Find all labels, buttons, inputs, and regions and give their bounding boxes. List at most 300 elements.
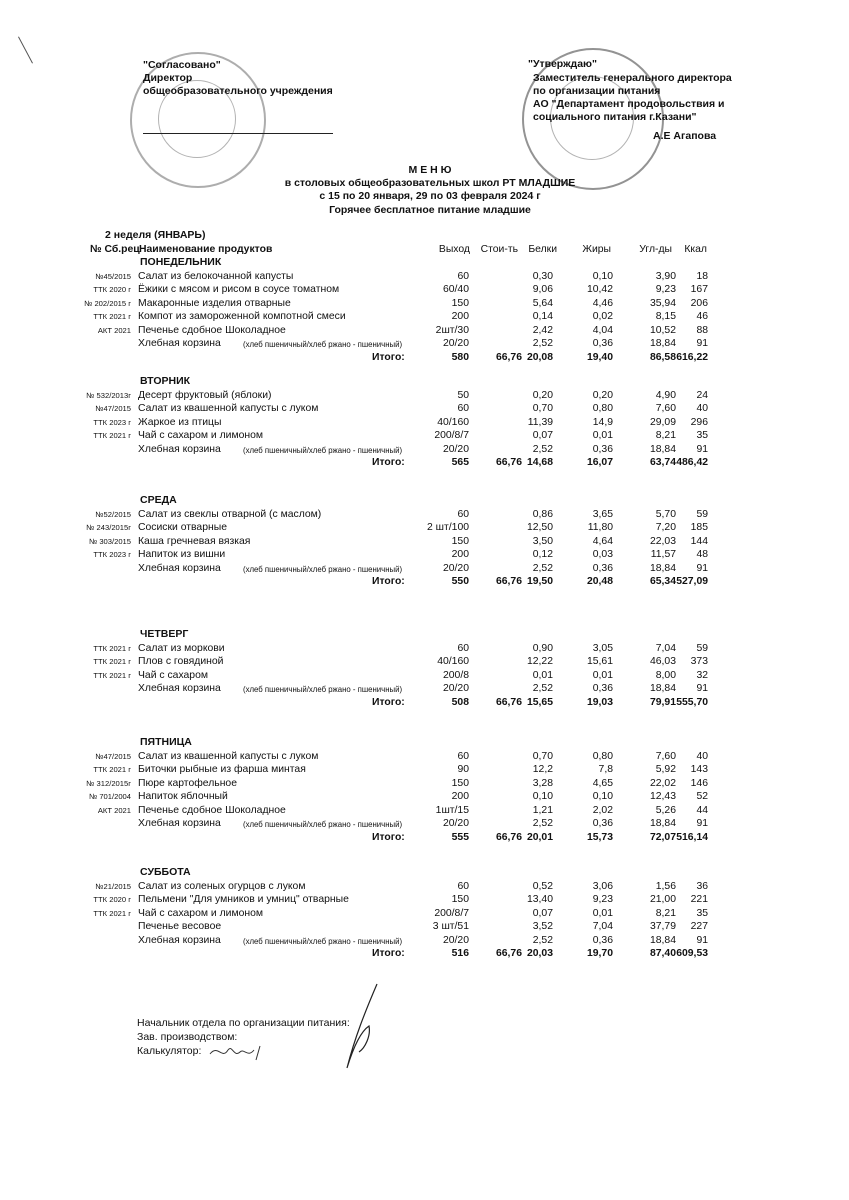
menu-row [0,562,849,575]
menu-row [0,508,849,521]
col-fat-header: Жиры [582,244,611,255]
portion-out: 150 [451,777,469,789]
recipe-ref: № 202/2015 г [84,298,131,308]
portion-out: 60/40 [442,284,469,295]
portion-out: 20/20 [442,562,469,574]
kcal-value: 48 [696,549,708,560]
portion-out: 20/20 [442,683,469,694]
carbs-value: 7,60 [655,403,676,414]
carbs-value: 5,92 [655,764,676,775]
kcal-value: 40 [696,750,708,762]
carbs-value: 21,00 [649,894,676,905]
fat-value: 9,23 [592,894,613,905]
total-fat: 19,40 [586,351,613,363]
menu-subtitle: в столовых общеобразовательных школ РТ МЛАДШИЕ [284,177,576,189]
day-title: ПОНЕДЕЛЬНИК [140,256,222,268]
day-title: СУББОТА [140,866,191,878]
total-label: Итого: [372,457,405,468]
dish-name: Чай с сахаром и лимоном [138,907,264,919]
menu-row [0,893,849,906]
col-carbs-header: Угл-ды [639,244,672,255]
recipe-ref: ТТК 2021 г [93,908,131,918]
kcal-value: 91 [696,443,708,455]
footer-line3: Калькулятор: [137,1045,202,1057]
total-kcal: 527,09 [676,576,708,587]
day-title: СРЕДА [140,494,177,506]
menu-row [0,790,849,803]
protein-value: 2,52 [532,562,553,574]
total-label: Итого: [372,831,405,843]
protein-value: 11,39 [527,416,553,428]
dish-name: Салат из квашенной капусты с луком [138,403,319,414]
carbs-value: 3,90 [655,270,676,282]
carbs-value: 18,84 [649,818,676,829]
protein-value: 0,70 [532,403,553,414]
menu-row [0,642,849,655]
total-kcal: 616,22 [676,351,708,363]
protein-value: 3,50 [532,535,553,547]
total-out: 516 [451,948,469,959]
menu-title: М Е Н Ю [408,164,452,176]
protein-value: 3,28 [532,777,553,789]
menu-row [0,750,849,763]
protein-value: 2,52 [532,934,553,946]
bread-note: (хлеб пшеничный/хлеб ржано - пшеничный) [243,936,403,946]
dish-name: Хлебная корзина [138,562,221,574]
col-kcal-header: Ккал [684,244,707,255]
signature-head [325,982,385,1072]
protein-value: 2,52 [532,818,553,829]
menu-row [0,310,849,323]
dish-name: Хлебная корзина [138,683,221,694]
portion-out: 20/20 [442,338,469,349]
portion-out: 3 шт/51 [432,921,469,932]
bread-note: (хлеб пшеничный/хлеб ржано - пшеничный) [243,340,403,349]
protein-value: 12,50 [526,522,553,533]
total-protein: 14,68 [526,457,553,468]
menu-row [0,934,849,947]
menu-row [0,402,849,415]
menu-row [0,880,849,893]
total-out: 508 [451,696,469,708]
dish-name: Жаркое из птицы [138,416,222,428]
carbs-value: 7,04 [655,642,676,654]
fat-value: 15,61 [586,656,613,667]
fat-value: 0,80 [592,403,613,414]
total-kcal: 486,42 [676,457,708,468]
carbs-value: 9,23 [655,284,676,295]
dish-name: Напиток яблочный [138,791,228,802]
dish-name: Хлебная корзина [138,443,221,455]
kcal-value: 167 [690,284,708,295]
dish-name: Салат из соленых огурцов с луком [138,880,306,892]
fat-value: 0,01 [592,669,613,681]
dish-name: Хлебная корзина [138,934,221,946]
bread-note: (хлеб пшеничный/хлеб ржано - пшеничный) [243,564,403,574]
menu-row [0,297,849,310]
approval-right-line4: АО "Департамент продовольствия и [533,98,725,110]
recipe-ref: № 532/2013г [86,390,131,400]
carbs-value: 11,57 [650,549,676,560]
protein-value: 2,42 [532,324,553,336]
kcal-value: 91 [696,338,708,349]
carbs-value: 22,02 [649,777,676,789]
protein-value: 0,10 [532,791,553,802]
kcal-value: 146 [690,777,708,789]
fat-value: 0,36 [592,683,613,694]
kcal-value: 24 [696,389,708,401]
kcal-value: 227 [690,921,708,932]
fat-value: 0,80 [592,750,613,762]
fat-value: 3,05 [592,642,613,654]
recipe-ref: АКТ 2021 [97,805,131,815]
total-protein: 20,03 [526,948,553,959]
protein-value: 0,70 [532,750,553,762]
portion-out: 150 [451,894,469,905]
portion-out: 20/20 [442,443,469,455]
protein-value: 0,12 [532,549,553,560]
carbs-value: 18,84 [649,562,676,574]
kcal-value: 46 [696,311,708,322]
menu-row [0,429,849,442]
total-fat: 20,48 [586,576,613,587]
menu-row [0,920,849,933]
carbs-value: 7,60 [655,750,676,762]
recipe-ref: №21/2015 [95,881,131,891]
col-cost-header: Стои-ть [480,244,518,255]
carbs-value: 8,15 [655,311,676,322]
total-cost: 66,76 [495,457,522,468]
dish-name: Чай с сахаром и лимоном [138,430,264,441]
kcal-value: 18 [696,270,708,282]
total-cost: 66,76 [495,948,522,959]
total-carbs: 86,58 [649,351,676,363]
fat-value: 0,36 [592,818,613,829]
dish-name: Печенье сдобное Шоколадное [138,804,286,816]
dish-name: Компот из замороженной компотной смеси [138,311,346,322]
total-kcal: 609,53 [676,948,708,959]
total-fat: 15,73 [586,831,613,843]
kcal-value: 296 [690,416,708,428]
footer-line1: Начальник отдела по организации питания: [137,1017,350,1029]
carbs-value: 18,84 [649,338,676,349]
fat-value: 4,64 [592,535,613,547]
approval-right-line3: по организации питания [533,85,661,97]
menu-row [0,777,849,790]
total-protein: 19,50 [526,576,553,587]
menu-row [0,270,849,283]
bread-note: (хлеб пшеничный/хлеб ржано - пшеничный) [243,445,403,455]
fat-value: 2,02 [592,804,613,816]
portion-out: 40/160 [437,656,469,667]
portion-out: 60 [457,403,469,414]
protein-value: 0,90 [532,642,553,654]
recipe-ref: ТТК 2023 г [93,550,131,559]
portion-out: 2 шт/100 [427,522,469,533]
portion-out: 20/20 [442,818,469,829]
kcal-value: 144 [690,535,708,547]
carbs-value: 8,21 [655,430,676,441]
col-name-header: Наименование продуктов [139,244,273,255]
total-row [0,351,849,364]
kcal-value: 206 [690,297,708,309]
total-out: 580 [451,351,469,363]
total-fat: 19,70 [586,948,613,959]
approval-right-line5: социального питания г.Казани" [533,111,697,123]
protein-value: 0,30 [532,270,553,282]
menu-row [0,682,849,695]
protein-value: 0,86 [532,508,553,520]
dish-name: Макаронные изделия отварные [138,297,291,309]
protein-value: 5,64 [532,297,553,309]
portion-out: 20/20 [442,934,469,946]
portion-out: 200/8/7 [434,430,469,441]
total-out: 550 [451,576,469,587]
dish-name: Хлебная корзина [138,338,221,349]
dish-name: Сосиски отварные [138,522,227,533]
menu-row [0,416,849,429]
dish-name: Печенье весовое [138,921,222,932]
approval-left-line3: общеобразовательного учреждения [143,85,333,97]
fat-value: 0,10 [592,270,613,282]
carbs-value: 7,20 [655,522,676,533]
column-header-row [0,243,849,256]
menu-row [0,521,849,534]
approval-right-line2: Заместитель генерального директора [533,72,732,84]
total-row [0,947,849,960]
kcal-value: 91 [696,818,708,829]
fat-value: 0,36 [592,562,613,574]
recipe-ref: №52/2015 [95,509,131,519]
menu-row [0,763,849,776]
recipe-ref: № 303/2015 [89,536,131,546]
menu-row [0,535,849,548]
week-label: 2 неделя (ЯНВАРЬ) [105,229,206,241]
dish-name: Плов с говядиной [138,656,224,667]
fat-value: 3,06 [592,880,613,892]
recipe-ref: ТТК 2021 г [93,765,131,774]
protein-value: 1,21 [532,804,553,816]
total-protein: 20,08 [526,351,553,363]
total-kcal: 555,70 [676,696,708,708]
kcal-value: 36 [696,880,708,892]
recipe-ref: ТТК 2023 г [93,417,131,427]
menu-row [0,907,849,920]
col-out-header: Выход [438,244,470,255]
fat-value: 0,36 [592,934,613,946]
total-row [0,575,849,588]
total-protein: 15,65 [526,696,553,708]
menu-row [0,548,849,561]
portion-out: 60 [457,508,469,520]
kcal-value: 32 [696,669,708,681]
carbs-value: 1,56 [655,880,676,892]
recipe-ref: № 243/2015г [86,523,131,532]
carbs-value: 29,09 [649,416,676,428]
kcal-value: 35 [696,907,708,919]
total-label: Итого: [372,576,405,587]
total-fat: 19,03 [586,696,613,708]
approval-right-line6: А.Е Агапова [653,130,717,142]
portion-out: 200/8 [442,669,469,681]
recipe-ref: ТТК 2020 г [93,895,131,904]
recipe-ref: АКТ 2021 [97,325,131,335]
total-cost: 66,76 [495,831,522,843]
fat-value: 4,65 [592,777,613,789]
recipe-ref: № 701/2004 [89,792,131,801]
kcal-value: 88 [696,324,708,336]
recipe-ref: ТТК 2020 г [93,285,131,294]
total-label: Итого: [372,948,405,959]
portion-out: 200/8/7 [434,907,469,919]
kcal-value: 59 [696,642,708,654]
portion-out: 60 [457,750,469,762]
fat-value: 0,03 [592,549,613,560]
total-cost: 66,76 [495,696,522,708]
recipe-ref: ТТК 2021 г [93,312,131,321]
fat-value: 4,46 [592,297,613,309]
portion-out: 150 [451,297,469,309]
col-protein-header: Белки [528,244,557,255]
bread-note: (хлеб пшеничный/хлеб ржано - пшеничный) [243,820,403,829]
total-row [0,831,849,844]
total-carbs: 65,34 [649,576,676,587]
dish-name: Печенье сдобное Шоколадное [138,324,286,336]
portion-out: 150 [451,535,469,547]
protein-value: 2,52 [532,443,553,455]
approval-left-line2: Директор [143,72,193,84]
signature-calculator [208,1040,268,1064]
total-carbs: 72,07 [649,831,676,843]
fat-value: 0,02 [592,311,613,322]
portion-out: 40/160 [437,416,469,428]
total-fat: 16,07 [586,457,613,468]
carbs-value: 4,90 [655,389,676,401]
portion-out: 60 [457,270,469,282]
portion-out: 200 [451,549,469,560]
portion-out: 1шт/15 [435,804,469,816]
portion-out: 50 [457,389,469,401]
kcal-value: 44 [696,804,708,816]
approval-right-line1: "Утверждаю" [528,58,597,70]
protein-value: 12,22 [526,656,553,667]
total-out: 565 [451,457,469,468]
kcal-value: 52 [696,791,708,802]
menu-row [0,324,849,337]
kcal-value: 91 [696,683,708,694]
dish-name: Ёжики с мясом и рисом в соусе томатном [138,284,340,295]
carbs-value: 8,00 [655,669,676,681]
dish-name: Хлебная корзина [138,818,221,829]
protein-value: 0,07 [532,430,553,441]
fat-value: 0,36 [592,443,613,455]
total-cost: 66,76 [495,351,522,363]
menu-type: Горячее бесплатное питание младшие [329,204,531,216]
protein-value: 3,52 [532,921,553,932]
dish-name: Чай с сахаром [138,669,209,681]
total-row [0,456,849,469]
total-protein: 20,01 [526,831,553,843]
bread-note: (хлеб пшеничный/хлеб ржано - пшеничный) [243,685,403,694]
total-row [0,696,849,709]
kcal-value: 59 [696,508,708,520]
carbs-value: 10,52 [649,324,676,336]
menu-dates: с 15 по 20 января, 29 по 03 февраля 2024 г [319,190,541,202]
carbs-value: 18,84 [649,934,676,946]
total-cost: 66,76 [495,576,522,587]
protein-value: 0,07 [532,907,553,919]
day-title: ЧЕТВЕРГ [140,628,189,640]
dish-name: Пельмени "Для умников и умниц" отварные [138,894,349,905]
recipe-ref: № 312/2015г [86,778,131,788]
fat-value: 0,01 [592,907,613,919]
protein-value: 2,52 [532,683,553,694]
carbs-value: 22,03 [649,535,676,547]
approval-left-signature-line [143,133,333,134]
recipe-ref: ТТК 2021 г [93,657,131,666]
total-label: Итого: [372,696,405,708]
dish-name: Салат из квашенной капусты с луком [138,750,319,762]
protein-value: 12,2 [532,764,553,775]
dish-name: Пюре картофельное [138,777,237,789]
recipe-ref: ТТК 2021 г [93,431,131,440]
recipe-ref: ТТК 2021 г [93,643,131,653]
recipe-ref: №47/2015 [95,751,131,761]
fat-value: 0,10 [592,791,613,802]
fat-value: 0,01 [592,430,613,441]
recipe-ref: ТТК 2021 г [93,670,131,680]
dish-name: Каша гречневая вязкая [138,535,251,547]
portion-out: 60 [457,880,469,892]
fat-value: 7,8 [598,764,613,775]
portion-out: 60 [457,642,469,654]
kcal-value: 91 [696,934,708,946]
portion-out: 200 [451,311,469,322]
carbs-value: 5,70 [655,508,676,520]
col-rec-header: № Сб.рец [90,244,140,255]
fat-value: 0,20 [592,389,613,401]
fat-value: 11,80 [587,522,613,533]
total-kcal: 516,14 [676,831,708,843]
dish-name: Биточки рыбные из фарша минтая [138,764,306,775]
total-carbs: 79,91 [649,696,676,708]
menu-row [0,669,849,682]
fat-value: 4,04 [592,324,613,336]
dish-name: Салат из свеклы отварной (с маслом) [138,508,322,520]
carbs-value: 46,03 [649,656,676,667]
protein-value: 9,06 [532,284,553,295]
kcal-value: 40 [696,403,708,414]
portion-out: 200 [451,791,469,802]
fat-value: 14,9 [592,416,613,428]
kcal-value: 185 [690,522,708,533]
kcal-value: 143 [690,764,708,775]
carbs-value: 8,21 [655,907,676,919]
dish-name: Десерт фруктовый (яблоки) [138,389,272,401]
protein-value: 0,52 [532,880,553,892]
protein-value: 0,14 [532,311,553,322]
kcal-value: 373 [690,656,708,667]
day-title: ПЯТНИЦА [140,736,192,748]
menu-row [0,804,849,817]
menu-row [0,817,849,830]
kcal-value: 91 [696,562,708,574]
carbs-value: 5,26 [655,804,676,816]
menu-row [0,337,849,350]
protein-value: 2,52 [532,338,553,349]
dish-name: Салат из моркови [138,642,225,654]
menu-row [0,655,849,668]
